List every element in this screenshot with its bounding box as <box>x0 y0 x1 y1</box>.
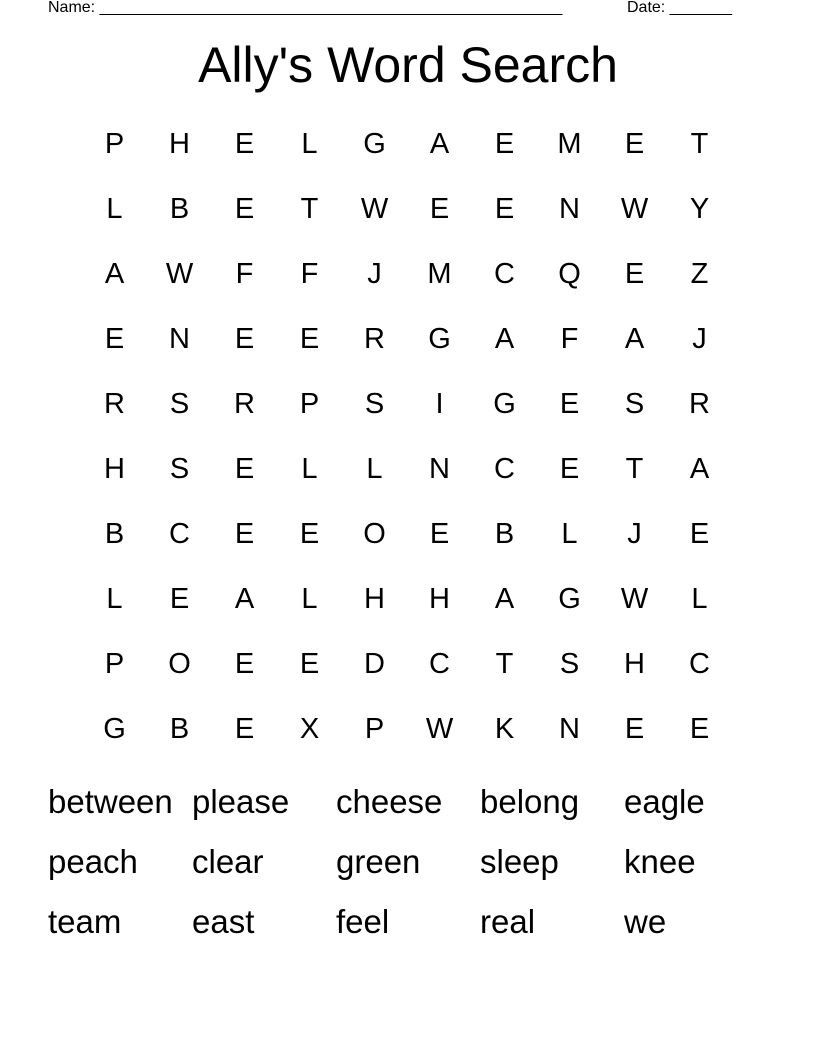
grid-letter: E <box>234 648 255 680</box>
grid-letter: P <box>299 388 320 420</box>
grid-letter: B <box>169 713 190 745</box>
grid-letter: E <box>234 518 255 550</box>
grid-letter: A <box>494 583 515 615</box>
grid-letter: C <box>494 453 515 485</box>
word-list-item: clear <box>192 843 264 880</box>
grid-letter: W <box>425 713 454 745</box>
grid-letter: L <box>106 193 123 225</box>
grid-letter: L <box>301 128 318 160</box>
grid-letter: J <box>627 518 642 550</box>
grid-letter: G <box>363 128 386 160</box>
grid-letter: T <box>625 453 644 485</box>
grid-letter: E <box>429 518 450 550</box>
grid-letter: A <box>689 453 710 485</box>
grid-letter: A <box>624 323 645 355</box>
grid-letter: B <box>169 193 190 225</box>
name-field-label: Name: ____________________________________________________ <box>48 0 563 16</box>
grid-letter: B <box>494 518 515 550</box>
grid-letter: A <box>429 128 450 160</box>
grid-letter: E <box>169 583 190 615</box>
grid-letter: G <box>558 583 581 615</box>
letter-grid <box>82 112 732 762</box>
grid-letter: E <box>689 713 710 745</box>
grid-letter: E <box>104 323 125 355</box>
grid-letter: E <box>624 713 645 745</box>
word-list-item: please <box>192 783 290 820</box>
grid-letter: P <box>104 648 125 680</box>
grid-letter: Z <box>690 258 709 290</box>
grid-letter: C <box>689 648 710 680</box>
grid-letter: E <box>299 518 320 550</box>
grid-letter: S <box>559 648 580 680</box>
grid-letter: H <box>429 583 450 615</box>
grid-letter: L <box>691 583 708 615</box>
grid-letter: M <box>427 258 452 290</box>
grid-letter: T <box>690 128 709 160</box>
grid-letter: J <box>367 258 382 290</box>
word-list-item: we <box>624 903 667 940</box>
word-list <box>48 772 768 952</box>
grid-letter: G <box>493 388 516 420</box>
word-list-item: sleep <box>480 843 559 880</box>
grid-letter: R <box>104 388 125 420</box>
grid-letter: E <box>234 128 255 160</box>
grid-letter: N <box>429 453 450 485</box>
grid-letter: W <box>620 583 649 615</box>
grid-letter: H <box>624 648 645 680</box>
grid-letter: B <box>104 518 125 550</box>
grid-letter: W <box>620 193 649 225</box>
grid-letter: G <box>103 713 126 745</box>
grid-letter: E <box>624 128 645 160</box>
grid-letter: G <box>428 323 451 355</box>
grid-letter: E <box>299 323 320 355</box>
grid-letter: E <box>234 193 255 225</box>
grid-letter: N <box>169 323 190 355</box>
word-list-item: green <box>336 843 421 880</box>
grid-letter: R <box>364 323 385 355</box>
grid-letter: P <box>104 128 125 160</box>
grid-letter: S <box>169 453 190 485</box>
grid-letter: D <box>364 648 385 680</box>
grid-letter: E <box>299 648 320 680</box>
word-list-item: belong <box>480 783 580 820</box>
date-field-label: Date: _______ <box>627 0 732 16</box>
grid-letter: H <box>104 453 125 485</box>
grid-letter: A <box>234 583 255 615</box>
grid-letter: F <box>235 258 254 290</box>
grid-letter: E <box>689 518 710 550</box>
grid-letter: L <box>561 518 578 550</box>
grid-letter: S <box>624 388 645 420</box>
word-list-item: knee <box>624 843 696 880</box>
grid-letter: E <box>429 193 450 225</box>
grid-letter: L <box>301 583 318 615</box>
grid-letter: S <box>169 388 190 420</box>
grid-letter: Q <box>558 258 581 290</box>
word-list-item: feel <box>336 903 390 940</box>
grid-letter: W <box>360 193 389 225</box>
grid-letter: E <box>234 713 255 745</box>
word-list-item: between <box>48 783 173 820</box>
grid-letter: L <box>106 583 123 615</box>
grid-letter: A <box>494 323 515 355</box>
grid-letter: C <box>429 648 450 680</box>
page-title: Ally's Word Search <box>198 37 618 93</box>
grid-letter: E <box>624 258 645 290</box>
grid-letter: E <box>494 128 515 160</box>
word-list-item: real <box>480 903 536 940</box>
grid-letter: M <box>557 128 582 160</box>
grid-letter: C <box>494 258 515 290</box>
word-list-item: cheese <box>336 783 443 820</box>
grid-letter: E <box>234 453 255 485</box>
grid-letter: F <box>300 258 319 290</box>
grid-letter: X <box>299 713 320 745</box>
word-list-item: eagle <box>624 783 705 820</box>
word-list-item: east <box>192 903 255 940</box>
grid-letter: E <box>234 323 255 355</box>
grid-letter: C <box>169 518 190 550</box>
grid-letter: P <box>364 713 385 745</box>
grid-letter: L <box>366 453 383 485</box>
grid-letter: I <box>435 388 444 420</box>
word-list-item: team <box>48 903 122 940</box>
grid-letter: E <box>559 453 580 485</box>
grid-letter: N <box>559 713 580 745</box>
grid-letter: H <box>364 583 385 615</box>
grid-letter: O <box>363 518 386 550</box>
grid-letter: K <box>494 713 515 745</box>
grid-letter: R <box>234 388 255 420</box>
grid-letter: H <box>169 128 190 160</box>
grid-letter: E <box>494 193 515 225</box>
word-list-item: peach <box>48 843 138 880</box>
grid-letter: S <box>364 388 385 420</box>
grid-letter: R <box>689 388 710 420</box>
grid-letter: W <box>165 258 194 290</box>
grid-letter: Y <box>689 193 710 225</box>
grid-letter: A <box>104 258 125 290</box>
grid-letter: E <box>559 388 580 420</box>
grid-letter: L <box>301 453 318 485</box>
grid-letter: O <box>168 648 191 680</box>
grid-letter: T <box>300 193 319 225</box>
grid-letter: J <box>692 323 707 355</box>
grid-letter: N <box>559 193 580 225</box>
grid-letter: T <box>495 648 514 680</box>
grid-letter: F <box>560 323 579 355</box>
